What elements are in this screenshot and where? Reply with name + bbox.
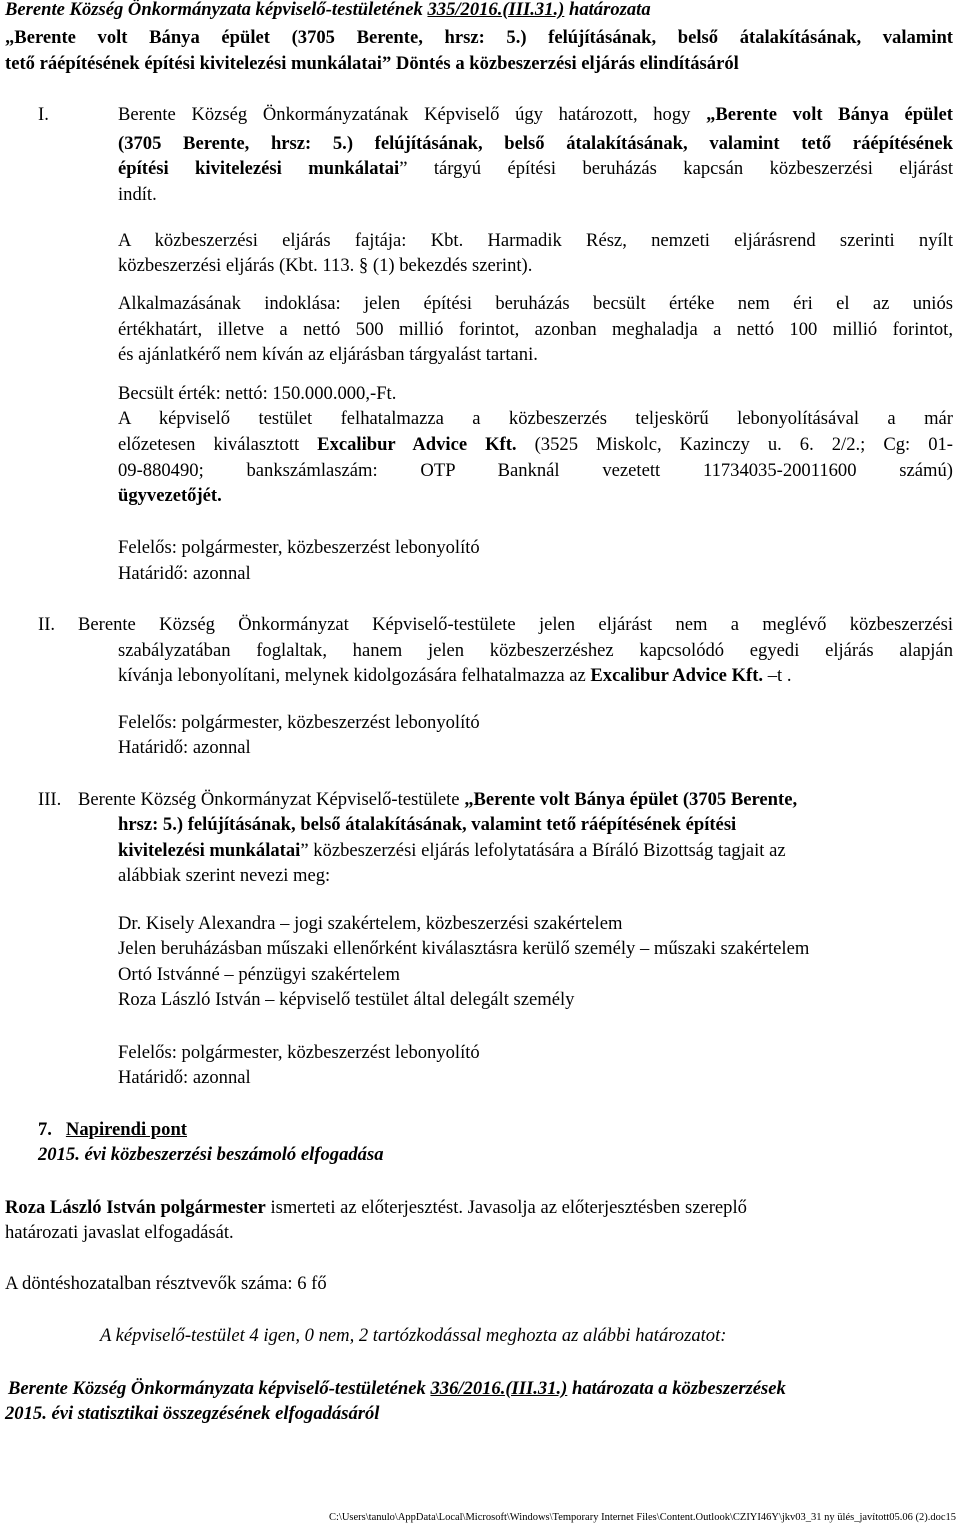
s1-responsible: Felelős: polgármester, közbeszerzést lebonyolító <box>118 537 480 558</box>
s2-line-2: szabályzatában foglaltak, hanem jelen közbeszerzéshez kapcsolódó egyedi eljárás alapján <box>118 640 953 661</box>
s1-line-3: építési kivitelezési munkálatai” tárgyú építési beruházás kapcsán közbeszerzési eljárást <box>118 158 953 179</box>
authorization-line-3: 09-880490; bankszámlaszám: OTP Banknál vezetett 11734035-20011600 számú) <box>118 460 953 481</box>
header-line-2: „Berente volt Bánya épület (3705 Berente, hrsz: 5.) felújításának, belső átalakításának, valamint <box>5 27 953 48</box>
authorization-line-4: ügyvezetőjét. <box>118 485 222 506</box>
committee-member: Jelen beruházásban műszaki ellenőrként kiválasztásra kerülő személy – műszaki szakértelem <box>118 938 810 959</box>
procedure-type-line-2: közbeszerzési eljárás (Kbt. 113. § (1) bekezdés szerint). <box>118 255 533 276</box>
resolution-line-1: Berente Község Önkormányzata képviselő-testületének 336/2016.(III.31.) határozata a közbeszerzések <box>8 1378 786 1399</box>
committee-member: Roza László István – képviselő testület által delegált személy <box>118 989 575 1010</box>
s3-line-2: hrsz: 5.) felújításának, belső átalakításának, valamint tető ráépítésének építési <box>118 814 737 835</box>
section-number-2: II. <box>38 614 56 635</box>
s2-line-3: kívánja lebonyolítani, melynek kidolgozására felhatalmazza az Excalibur Advice Kft. –t . <box>118 665 792 686</box>
authorization-line-2: előzetesen kiválasztott Excalibur Advice Kft. (3525 Miskolc, Kazinczy u. 6. 2/2.; Cg: 01- <box>118 434 953 455</box>
s2-line-1: Berente Község Önkormányzat Képviselő-testülete jelen eljárást nem a meglévő közbeszerzési <box>78 614 953 635</box>
s2-deadline: Határidő: azonnal <box>118 737 251 758</box>
justification-line-3: és ajánlatkérő nem kíván az eljárásban tárgyalást tartani. <box>118 344 538 365</box>
agenda-item: 7. Napirendi pont <box>38 1119 187 1140</box>
s3-line-3: kivitelezési munkálatai” közbeszerzési eljárás lefolytatására a Bíráló Bizottság tagjait az <box>118 840 786 861</box>
justification-line-1: Alkalmazásának indoklása: jelen építési beruházás becsült értéke nem éri el az uniós <box>118 293 953 314</box>
intro-line-2: határozati javaslat elfogadását. <box>5 1222 234 1243</box>
s3-deadline: Határidő: azonnal <box>118 1067 251 1088</box>
s3-responsible: Felelős: polgármester, közbeszerzést lebonyolító <box>118 1042 480 1063</box>
section-number-1: I. <box>38 104 49 125</box>
s1-line-2: (3705 Berente, hrsz: 5.) felújításának, belső átalakításának, valamint tető ráépítésének <box>118 133 953 154</box>
s1-line-4: indít. <box>118 184 157 205</box>
s3-line-1: Berente Község Önkormányzat Képviselő-testülete „Berente volt Bánya épület (3705 Berente, <box>78 789 798 810</box>
footer-file-path: C:\Users\tanulo\AppData\Local\Microsoft\Windows\Temporary Internet Files\Content.Outlook\CZIYI46Y\jkv03_31 ny ülés_javított05.06 (2).doc15 <box>329 1512 956 1523</box>
estimated-value: Becsült érték: nettó: 150.000.000,-Ft. <box>118 383 397 404</box>
procedure-type-line-1: A közbeszerzési eljárás fajtája: Kbt. Harmadik Rész, nemzeti eljárásrend szerinti nyílt <box>118 230 953 251</box>
justification-line-2: értékhatárt, illetve a nettó 500 millió forintot, azonban meghaladja a nettó 100 millió forintot, <box>118 319 953 340</box>
authorization-line-1: A képviselő testület felhatalmazza a közbeszerzés teljeskörű lebonyolításával a már <box>118 408 953 429</box>
s2-responsible: Felelős: polgármester, közbeszerzést lebonyolító <box>118 712 480 733</box>
vote-result: A képviselő-testület 4 igen, 0 nem, 2 tartózkodással meghozta az alábbi határozatot: <box>100 1325 727 1346</box>
header-line-3: tető ráépítésének építési kivitelezési munkálatai” Döntés a közbeszerzési eljárás elindításáról <box>5 53 739 74</box>
s1-deadline: Határidő: azonnal <box>118 563 251 584</box>
header-line-1: Berente Község Önkormányzata képviselő-testületének 335/2016.(III.31.) határozata <box>5 0 651 20</box>
committee-member: Dr. Kisely Alexandra – jogi szakértelem, közbeszerzési szakértelem <box>118 913 623 934</box>
section-number-3: III. <box>38 789 62 810</box>
resolution-line-2: 2015. évi statisztikai összegzésének elfogadásáról <box>5 1403 380 1424</box>
agenda-title: 2015. évi közbeszerzési beszámoló elfogadása <box>38 1144 384 1165</box>
committee-member: Ortó Istvánné – pénzügyi szakértelem <box>118 964 400 985</box>
s1-line-1: Berente Község Önkormányzatának Képviselő úgy határozott, hogy „Berente volt Bánya épület <box>118 104 953 125</box>
s3-line-4: alábbiak szerint nevezi meg: <box>118 865 331 886</box>
intro-line-1: Roza László István polgármester ismerteti az előterjesztést. Javasolja az előterjesztésben szereplő <box>5 1197 747 1218</box>
participants-count: A döntéshozatalban résztvevők száma: 6 fő <box>5 1273 327 1294</box>
